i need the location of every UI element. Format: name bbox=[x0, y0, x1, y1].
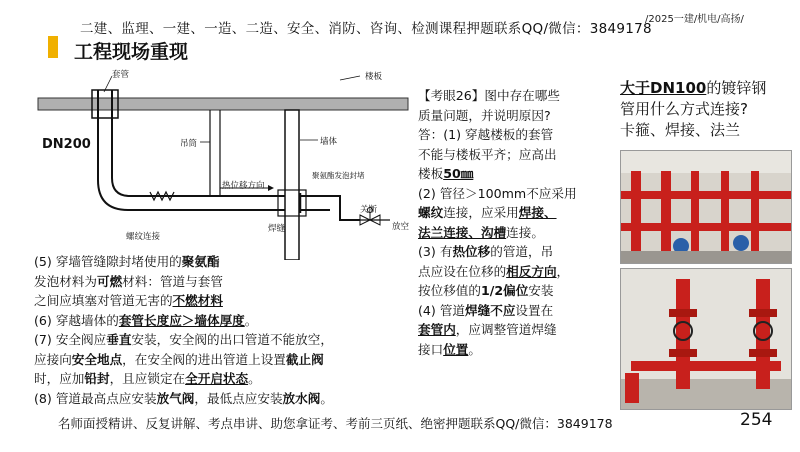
note-line-segment: (6) 穿越墙体的 bbox=[34, 312, 119, 328]
note-line-segment: 不燃材料 bbox=[172, 293, 223, 308]
page-title: 工程现场重现 bbox=[74, 41, 189, 63]
note-line-segment: 套管长度应＞墙体厚度 bbox=[118, 312, 245, 328]
question-line-segment: 管用什么方式连接? bbox=[620, 100, 748, 118]
answer-line-segment: (2) 管径＞100mm不应采用 bbox=[418, 185, 577, 201]
top-banner: 二建、监理、一建、一造、二造、安全、消防、咨询、检测课程押题联系QQ/微信：3849178 bbox=[80, 21, 652, 37]
answer-line-segment: 焊接、 bbox=[518, 205, 557, 220]
page-number: 254 bbox=[740, 410, 773, 430]
foam-label: 聚氨酯发泡封堵 bbox=[312, 171, 365, 180]
question-line-segment: 的镀锌钢 bbox=[706, 79, 767, 97]
question-line bbox=[620, 120, 795, 141]
note-line bbox=[34, 350, 414, 370]
note-line-segment: 时，应加 bbox=[34, 371, 85, 386]
note-line-segment: (5) 穿墙管缝隙封堵使用的 bbox=[34, 254, 182, 269]
note-line bbox=[34, 311, 414, 331]
note-line-segment: 放气阀 bbox=[156, 390, 195, 406]
answer-line-segment: 的管道，吊 bbox=[490, 244, 554, 259]
thermal-direction-label: 热位移方向 bbox=[222, 181, 265, 191]
question-line-segment: 卡箍、焊接、法兰 bbox=[620, 121, 741, 139]
answer-line-segment: 【考眼26】图中存在哪些 bbox=[418, 88, 560, 103]
hanger-label: 吊筒 bbox=[180, 139, 198, 149]
answer-line-segment: 相反方向 bbox=[506, 263, 557, 279]
answer-line-segment: 螺纹 bbox=[418, 205, 444, 220]
note-line-segment: (7) 安全阀应 bbox=[34, 332, 107, 347]
answer-line bbox=[418, 184, 613, 204]
note-line-segment: ，在安全阀的进出管道上设置 bbox=[122, 351, 286, 367]
vent-label: 放空 bbox=[392, 222, 410, 232]
right-question bbox=[620, 78, 795, 141]
note-line-segment: (8) 管道最高点应安装 bbox=[34, 390, 157, 406]
answer-line bbox=[418, 164, 613, 184]
note-line-segment: 全开启状态 bbox=[185, 371, 249, 386]
note-line-segment: 发泡材料为 bbox=[34, 273, 97, 289]
wall bbox=[285, 110, 299, 260]
answer-line-segment: (3) 有 bbox=[418, 244, 453, 259]
valve-label: 关断 bbox=[360, 205, 378, 215]
answer-line bbox=[418, 145, 613, 165]
answer-line-segment: 位置 bbox=[443, 341, 469, 357]
note-line-segment: 之间应填塞对管道无害的 bbox=[34, 293, 173, 308]
note-line-segment: 截止阀 bbox=[285, 351, 324, 367]
answer-line-segment: 安装 bbox=[528, 283, 554, 298]
answer-line bbox=[418, 125, 613, 145]
question-line bbox=[620, 78, 795, 99]
floor-slab bbox=[38, 98, 408, 110]
bottom-banner: 名师面授精讲、反复讲解、考点串讲、助您拿证考、考前三页纸、绝密押题联系QQ/微信：3849178 bbox=[58, 416, 613, 431]
note-line-segment: 安全地点 bbox=[71, 351, 123, 367]
answer-line bbox=[418, 320, 613, 340]
answer-line-segment: 1/2偏位 bbox=[480, 283, 529, 298]
answer-line bbox=[418, 340, 613, 360]
answer-line bbox=[418, 262, 613, 282]
answer-line-segment: 连接，应采用 bbox=[443, 205, 519, 220]
notes-left bbox=[34, 252, 414, 408]
note-line-segment: 。 bbox=[320, 390, 333, 406]
note-line bbox=[34, 291, 414, 311]
title-accent-bar bbox=[48, 36, 58, 58]
answer-line-segment: 按位移值的 bbox=[418, 283, 481, 298]
answer-line bbox=[418, 242, 613, 262]
answer-line-segment: ，应调整管道焊缝 bbox=[455, 322, 557, 337]
note-line-segment: ，最低点应安装 bbox=[194, 390, 283, 406]
answer-line-segment: 设置在 bbox=[515, 302, 554, 318]
answer-line bbox=[418, 223, 613, 243]
note-line bbox=[34, 272, 414, 292]
note-line bbox=[34, 369, 414, 389]
note-line-segment: 应接向 bbox=[34, 351, 72, 367]
piping-diagram bbox=[0, 60, 420, 260]
note-line-segment: 放水阀 bbox=[282, 390, 321, 406]
answer-line-segment: 答：(1) 穿越楼板的套管 bbox=[418, 127, 554, 142]
answer-line bbox=[418, 203, 613, 223]
photo-fire-valves bbox=[620, 268, 792, 410]
note-line-segment: ，且应锁定在 bbox=[109, 371, 186, 386]
answer-line-segment: 焊缝不应 bbox=[465, 302, 516, 318]
question-block bbox=[418, 86, 613, 359]
note-line bbox=[34, 330, 414, 350]
note-line-segment: 聚氨酯 bbox=[181, 254, 220, 269]
corner-tag: /2025一建/机电/高扬/ bbox=[645, 14, 744, 25]
note-line-segment: 安装，安全阀的出口管道不能放空， bbox=[131, 332, 333, 347]
note-line bbox=[34, 252, 414, 272]
note-line bbox=[34, 389, 414, 409]
dn-label: DN200 bbox=[42, 137, 91, 152]
answer-line bbox=[418, 281, 613, 301]
casing-label: 套管 bbox=[112, 70, 130, 80]
note-line-segment: 垂直 bbox=[106, 332, 132, 347]
answer-line-segment: ， bbox=[556, 263, 570, 279]
note-line-segment: 。 bbox=[248, 371, 261, 386]
answer-line-segment: 50㎜ bbox=[443, 166, 474, 181]
floor-slab-label: 楼板 bbox=[365, 72, 383, 82]
answer-line-segment: (4) 管道 bbox=[418, 302, 466, 318]
answer-line-segment: 接口 bbox=[418, 341, 444, 357]
note-line-segment: 可燃 bbox=[96, 273, 123, 289]
answer-line bbox=[418, 301, 613, 321]
note-line-segment: 。 bbox=[244, 312, 258, 328]
answer-line-segment: 。 bbox=[468, 341, 481, 357]
answer-line-segment: 点应设在位移的 bbox=[418, 263, 507, 279]
answer-line-segment: 不能与楼板平齐；应高出 bbox=[418, 146, 557, 162]
wall-label: 墙体 bbox=[320, 137, 338, 147]
answer-line bbox=[418, 106, 613, 126]
photo-pipe-room bbox=[620, 150, 792, 264]
note-line-segment: 材料：管道与套管 bbox=[122, 273, 223, 289]
question-line bbox=[620, 99, 795, 120]
answer-line bbox=[418, 86, 613, 106]
question-line-segment: 大于DN100 bbox=[620, 79, 707, 97]
note-line-segment: 铅封 bbox=[84, 371, 110, 386]
answer-line-segment: 套管内 bbox=[418, 322, 456, 337]
weld-label: 焊缝 bbox=[268, 224, 286, 234]
thread-label: 螺纹连接 bbox=[126, 232, 161, 242]
answer-line-segment: 热位移 bbox=[452, 244, 491, 259]
answer-line-segment: 法兰连接、沟槽 bbox=[418, 224, 507, 240]
answer-line-segment: 楼板 bbox=[418, 166, 444, 181]
answer-line-segment: 连接。 bbox=[506, 224, 544, 240]
answer-line-segment: 质量问题，并说明原因? bbox=[418, 107, 551, 123]
